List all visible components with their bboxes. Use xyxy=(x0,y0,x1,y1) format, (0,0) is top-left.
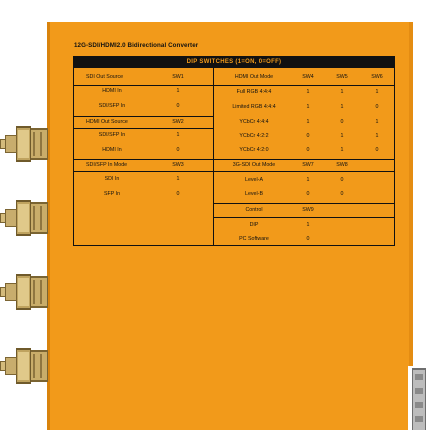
sdi-sfp-in-mode-row-name: SDI In xyxy=(104,176,120,182)
hdmi-out-mode-row-value: 0 xyxy=(340,119,344,125)
side-port-connector-icon xyxy=(408,366,430,430)
hdmi-out-mode-row-name: YCbCr 4:2:0 xyxy=(239,147,269,153)
hdmi-out-mode-row-value: 0 xyxy=(306,133,310,139)
control-row-value: 0 xyxy=(306,236,310,242)
sdi-sfp-in-mode-row-value: 1 xyxy=(176,176,180,182)
hdmi-out-mode-row-name: YCbCr 4:4:4 xyxy=(239,119,269,125)
sdi3g-out-mode-row-value: 1 xyxy=(306,177,310,183)
hdmi-out-mode-row-name: Full RGB 4:4:4 xyxy=(236,89,272,95)
dip-table-header: DIP SWITCHES (1=ON, 0=OFF) xyxy=(74,57,394,68)
sdi3g-out-mode-row-value: 0 xyxy=(340,177,344,183)
table-divider xyxy=(74,128,213,129)
control-row-name: DIP xyxy=(249,222,259,228)
control-row-value: 1 xyxy=(306,222,310,228)
hdmi-out-mode-row-name: YCbCr 4:2:2 xyxy=(239,133,269,139)
hdmi-out-mode-row-value: 1 xyxy=(306,89,310,95)
bnc-connector-icon xyxy=(0,122,48,166)
hdmi-out-mode-row-value: 0 xyxy=(375,104,379,110)
hdmi-out-mode-row-value: 0 xyxy=(306,147,310,153)
sdi-sfp-in-mode-row-name: SFP In xyxy=(103,191,121,197)
hdmi-out-mode-row-value: 0 xyxy=(375,147,379,153)
table-divider xyxy=(74,116,213,117)
hdmi-out-mode-switch: SW6 xyxy=(371,74,383,80)
hdmi-out-source-row-name: HDMI In xyxy=(102,147,122,153)
sdi-out-source-row-name: HDMI In xyxy=(102,88,122,94)
hdmi-out-mode-row-value: 1 xyxy=(340,89,344,95)
bnc-connector-icon xyxy=(0,344,48,388)
hdmi-out-mode-row-value: 1 xyxy=(375,119,379,125)
hdmi-out-source-row-value: 1 xyxy=(176,132,180,138)
table-divider xyxy=(74,171,213,172)
sdi-sfp-in-mode-row-value: 0 xyxy=(176,191,180,197)
sdi-out-source-label: SDI Out Source xyxy=(86,74,124,80)
sdi3g-out-mode-row-name: Level-B xyxy=(245,191,263,197)
sdi-out-source-switch: SW1 xyxy=(172,74,184,80)
hdmi-out-mode-row-value: 1 xyxy=(306,104,310,110)
sdi3g-out-mode-label: 3G-SDI Out Mode xyxy=(232,162,276,168)
sdi3g-out-mode-row-value: 0 xyxy=(340,191,344,197)
table-divider xyxy=(74,85,213,86)
bnc-connector-icon xyxy=(0,270,48,314)
table-divider xyxy=(213,85,394,86)
sdi-sfp-in-mode-label: SDI/SFP In Mode xyxy=(86,162,128,168)
sdi3g-out-mode-switch: SW7 xyxy=(302,162,314,168)
control-row-name: PC Software xyxy=(239,236,269,242)
sdi3g-out-mode-row-value: 0 xyxy=(306,191,310,197)
hdmi-out-source-switch: SW2 xyxy=(172,119,184,125)
table-divider xyxy=(213,203,394,204)
hdmi-out-mode-row-value: 1 xyxy=(375,89,379,95)
table-divider xyxy=(213,171,394,172)
table-divider-vertical xyxy=(213,68,214,245)
sdi-out-source-row-name: SDI/SFP In xyxy=(98,103,126,109)
hdmi-out-mode-row-value: 1 xyxy=(340,104,344,110)
hdmi-out-mode-row-value: 1 xyxy=(375,133,379,139)
hdmi-out-mode-row-name: Limited RGB 4:4:4 xyxy=(232,104,276,110)
hdmi-out-mode-label: HDMI Out Mode xyxy=(234,74,274,80)
hdmi-out-mode-switch: SW4 xyxy=(302,74,314,80)
table-divider xyxy=(74,159,213,160)
sdi3g-out-mode-switch: SW8 xyxy=(336,162,348,168)
control-switch: SW9 xyxy=(302,207,314,213)
table-divider xyxy=(213,159,394,160)
hdmi-out-mode-switch: SW5 xyxy=(336,74,348,80)
sdi3g-out-mode-row-name: Level-A xyxy=(245,177,263,183)
hdmi-out-mode-row-value: 1 xyxy=(340,133,344,139)
control-label: Control xyxy=(245,207,263,213)
hdmi-out-mode-row-value: 1 xyxy=(306,119,310,125)
hdmi-out-source-row-value: 0 xyxy=(176,147,180,153)
hdmi-out-mode-row-value: 1 xyxy=(340,147,344,153)
sdi-out-source-row-value: 1 xyxy=(176,88,180,94)
sdi-out-source-row-value: 0 xyxy=(176,103,180,109)
hdmi-out-source-row-name: SDI/SFP In xyxy=(98,132,126,138)
bnc-connector-icon xyxy=(0,196,48,240)
dip-switch-table xyxy=(73,56,395,246)
device-title: 12G-SDI/HDMI2.0 Bidirectional Converter xyxy=(74,42,199,49)
sdi-sfp-in-mode-switch: SW3 xyxy=(172,162,184,168)
table-divider xyxy=(213,217,394,218)
hdmi-out-source-label: HDMI Out Source xyxy=(86,119,128,125)
